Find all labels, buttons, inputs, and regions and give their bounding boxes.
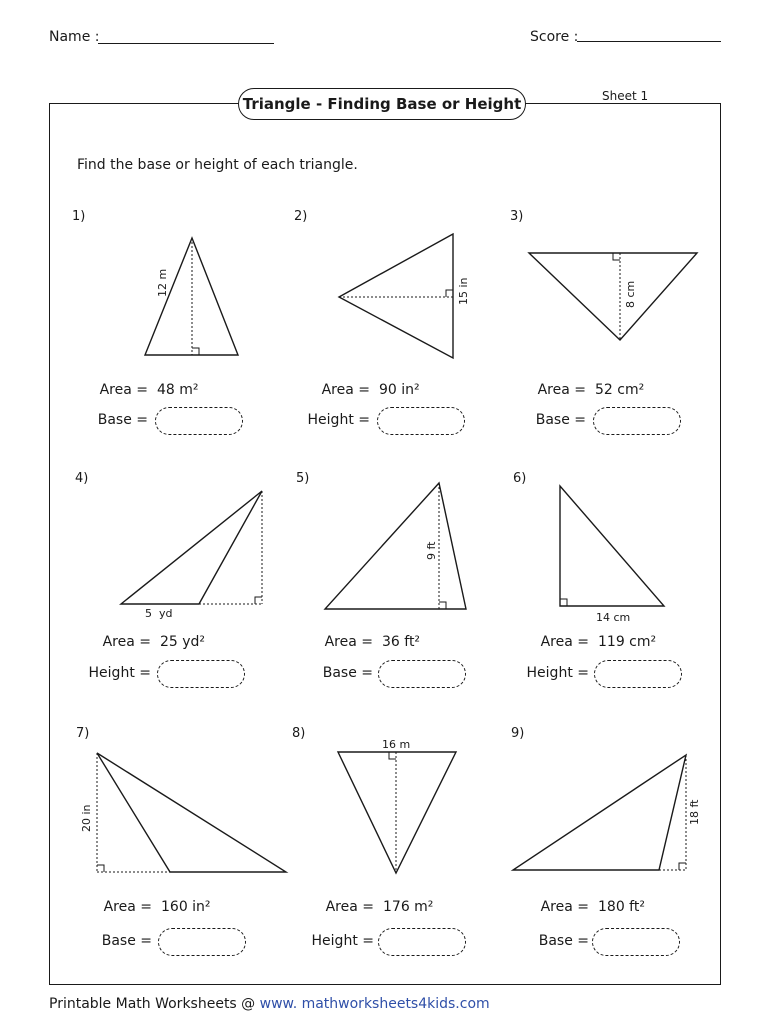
area-value: 90 in² [379, 382, 420, 398]
find-label: Base = [535, 412, 586, 428]
dimension-label: 18 ft [688, 799, 701, 825]
triangle-4 [121, 491, 262, 604]
answer-box[interactable] [155, 407, 243, 435]
answer-box[interactable] [377, 407, 465, 435]
triangle-7 [97, 753, 286, 872]
score-label: Score : [530, 29, 579, 45]
dimension-label: 9 ft [425, 541, 438, 560]
dimension-label: 14 cm [596, 611, 631, 624]
area-value: 180 ft² [598, 899, 645, 915]
problem-number: 7) [76, 726, 90, 741]
area-label: Area = [324, 634, 373, 650]
dimension-label: 8 cm [624, 280, 637, 308]
problem-number: 8) [292, 726, 306, 741]
find-label: Base = [538, 933, 589, 949]
area-value: 160 in² [161, 899, 211, 915]
footer-text: Printable Math Worksheets @ [49, 996, 256, 1012]
area-label: Area = [103, 899, 152, 915]
problem-number: 4) [75, 471, 89, 486]
find-label: Height = [526, 665, 589, 681]
area-value: 48 m² [157, 382, 199, 398]
area-label: Area = [99, 382, 148, 398]
dimension-label: 20 in [80, 804, 93, 832]
problem-number: 1) [72, 209, 86, 224]
problem-number: 5) [296, 471, 310, 486]
area-value: 119 cm² [598, 634, 657, 650]
find-label: Height = [88, 665, 151, 681]
area-label: Area = [537, 382, 586, 398]
triangle-6 [560, 486, 664, 606]
area-value: 36 ft² [382, 634, 421, 650]
problem-number: 6) [513, 471, 527, 486]
footer-link[interactable]: www. mathworksheets4kids.com [259, 996, 490, 1012]
find-label: Base = [97, 412, 148, 428]
find-label: Base = [322, 665, 373, 681]
find-label: Height = [311, 933, 374, 949]
area-label: Area = [102, 634, 151, 650]
dimension-label: 16 m [382, 738, 411, 751]
triangle-8 [338, 752, 456, 873]
area-label: Area = [325, 899, 374, 915]
area-label: Area = [540, 634, 589, 650]
find-label: Height = [307, 412, 370, 428]
area-value: 25 yd² [160, 634, 206, 650]
area-value: 176 m² [383, 899, 434, 915]
area-label: Area = [540, 899, 589, 915]
problem-number: 2) [294, 209, 308, 224]
answer-box[interactable] [594, 660, 682, 688]
dimension-label: 5 yd [145, 607, 173, 620]
dimension-label: 12 m [156, 268, 169, 297]
answer-box[interactable] [593, 407, 681, 435]
triangle-5 [325, 483, 466, 609]
name-label: Name : [49, 29, 100, 45]
footer [49, 996, 490, 1012]
dimension-label: 15 in [457, 277, 470, 305]
problem-number: 3) [510, 209, 524, 224]
answer-box[interactable] [378, 660, 466, 688]
find-label: Base = [101, 933, 152, 949]
answer-box[interactable] [592, 928, 680, 956]
answer-box[interactable] [378, 928, 466, 956]
worksheet-title: Triangle - Finding Base or Height [238, 88, 526, 120]
triangle-9 [513, 755, 686, 870]
answer-box[interactable] [158, 928, 246, 956]
sheet-number: Sheet 1 [602, 89, 649, 103]
area-value: 52 cm² [595, 382, 645, 398]
triangle-2 [339, 234, 453, 358]
instructions: Find the base or height of each triangle. [77, 157, 358, 173]
area-label: Area = [321, 382, 370, 398]
triangle-3 [529, 253, 697, 340]
answer-box[interactable] [157, 660, 245, 688]
problem-number: 9) [511, 726, 525, 741]
